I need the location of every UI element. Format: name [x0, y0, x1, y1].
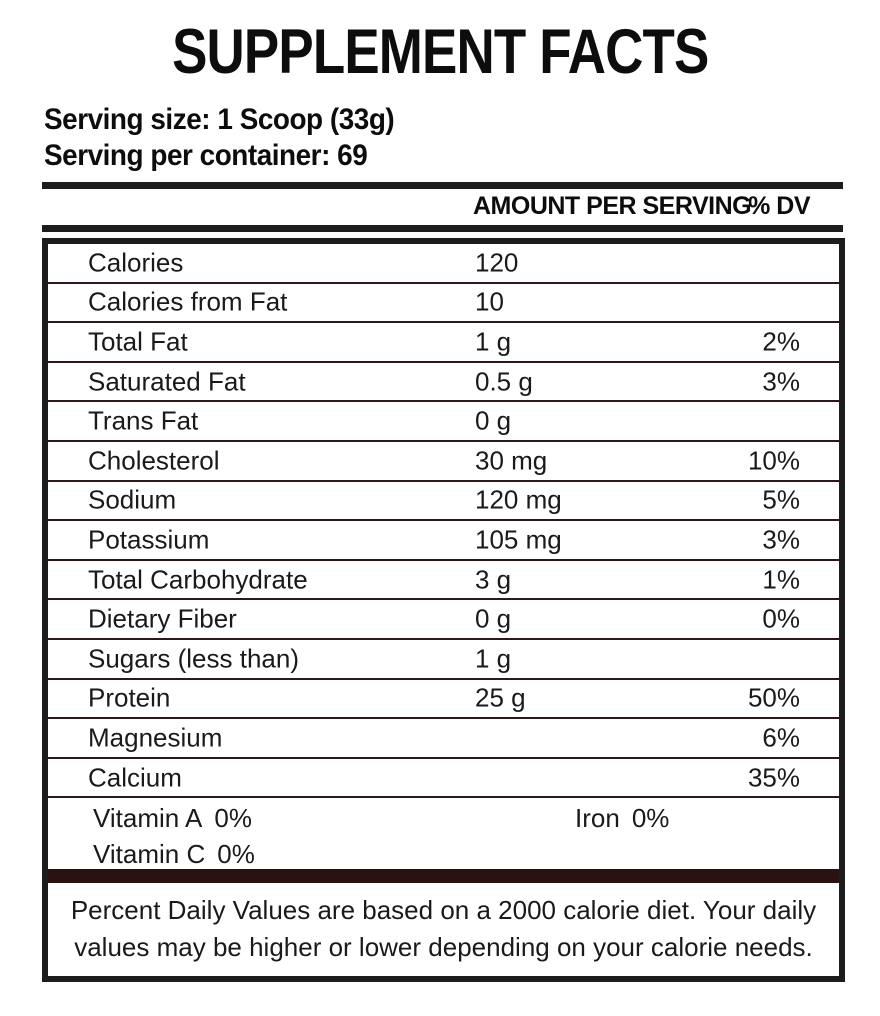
nutrient-dv: 5% [762, 484, 800, 515]
nutrient-dv: 3% [762, 524, 800, 555]
table-row [48, 244, 839, 284]
nutrient-amount: 25 g [475, 682, 526, 713]
separator-bar [48, 869, 839, 883]
nutrient-dv: 10% [747, 445, 800, 476]
vitamins-block [48, 798, 839, 869]
serving-info [44, 102, 880, 174]
table-row [48, 442, 839, 482]
table-row [48, 680, 839, 720]
table-row [48, 561, 839, 601]
nutrient-name: Magnesium [88, 722, 223, 753]
nutrient-amount: 120 mg [475, 484, 562, 515]
amount-per-serving-header: AMOUNT PER SERVING [473, 192, 752, 220]
nutrient-dv: 0% [762, 603, 800, 634]
nutrient-amount: 30 mg [475, 445, 548, 476]
nutrient-name: Total Carbohydrate [88, 564, 308, 595]
table-row [48, 719, 839, 759]
nutrient-amount: 0 g [475, 405, 512, 436]
nutrient-name: Cholesterol [88, 445, 220, 476]
vitamin-c-entry [93, 839, 255, 870]
divider-rule-under-header [42, 225, 843, 232]
daily-values-footnote [48, 883, 839, 975]
label-header [0, 16, 880, 88]
divider-rule-top [42, 182, 843, 189]
table-row [48, 402, 839, 442]
nutrient-dv: 2% [762, 326, 800, 357]
nutrient-amount: 120 [475, 247, 519, 278]
nutrient-name: Dietary Fiber [88, 603, 237, 634]
footnote-line: Percent Daily Values are based on a 2000 calorie diet. Your daily [70, 895, 817, 926]
percent-dv-header: % DV [748, 192, 810, 220]
nutrient-name: Trans Fat [88, 405, 199, 436]
nutrient-dv: 6% [762, 722, 800, 753]
nutrient-dv: 50% [747, 682, 800, 713]
nutrient-name: Potassium [88, 524, 210, 555]
table-row [48, 521, 839, 561]
vitamin-value: 0% [214, 803, 252, 834]
vitamin-a-entry [93, 803, 252, 834]
nutrient-dv: 3% [762, 366, 800, 397]
vitamin-value: 0% [217, 839, 255, 870]
nutrient-name: Saturated Fat [88, 366, 246, 397]
vitamin-name: Iron [575, 803, 620, 834]
nutrient-dv: 1% [762, 564, 800, 595]
table-row [48, 600, 839, 640]
nutrient-name: Sugars (less than) [88, 643, 299, 674]
serving-size-line: Serving size: 1 Scoop (33g) [44, 103, 395, 136]
vitamin-value: 0% [631, 803, 670, 834]
supplement-facts-table [42, 238, 845, 982]
nutrient-name: Calories [88, 247, 184, 278]
table-row [48, 284, 839, 324]
vitamin-name: Vitamin A [93, 803, 203, 834]
nutrient-amount: 0.5 g [475, 366, 533, 397]
nutrient-amount: 1 g [475, 643, 512, 674]
table-row [48, 323, 839, 363]
nutrient-name: Calories from Fat [88, 286, 288, 317]
vitamin-name: Vitamin C [93, 839, 206, 870]
nutrient-amount: 10 [475, 286, 504, 317]
nutrient-amount: 3 g [475, 564, 512, 595]
nutrient-name: Sodium [88, 484, 177, 515]
page-title: SUPPLEMENT FACTS [171, 17, 709, 87]
nutrient-amount: 105 mg [475, 524, 562, 555]
nutrient-name: Total Fat [88, 326, 188, 357]
table-row [48, 759, 839, 799]
table-header-row [42, 189, 843, 225]
table-row [48, 640, 839, 680]
nutrient-dv: 35% [747, 762, 800, 793]
nutrient-amount: 1 g [475, 326, 512, 357]
table-row [48, 363, 839, 403]
footnote-line: values may be higher or lower depending on your calorie needs. [74, 932, 813, 963]
servings-per-container-line: Serving per container: 69 [44, 139, 368, 172]
nutrient-name: Protein [88, 682, 171, 713]
nutrient-amount: 0 g [475, 603, 512, 634]
nutrient-name: Calcium [88, 762, 182, 793]
iron-entry [575, 803, 669, 834]
table-row [48, 482, 839, 522]
